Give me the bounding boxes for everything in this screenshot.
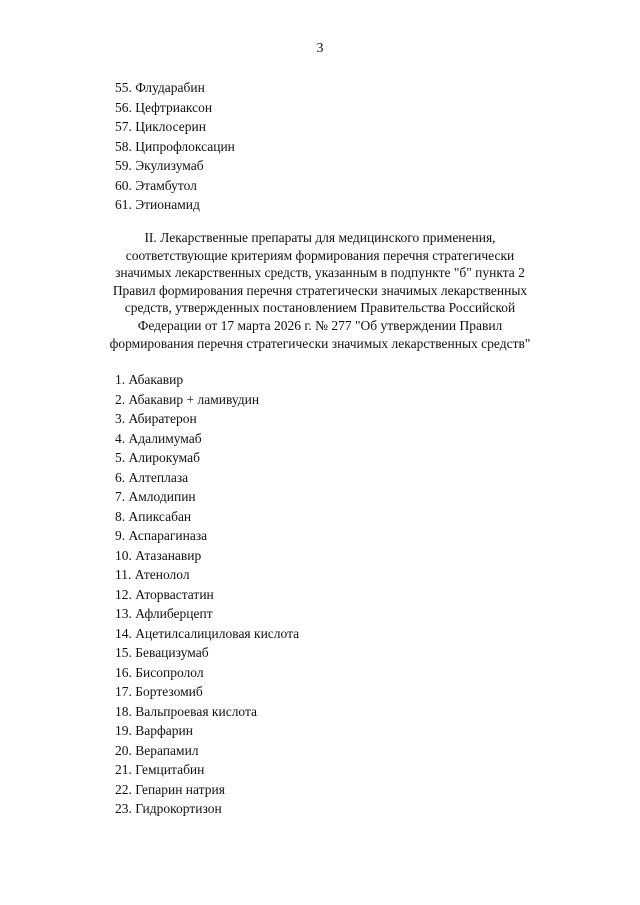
list-item: 17. Бортезомиб: [115, 684, 203, 699]
list-item: 7. Амлодипин: [115, 489, 196, 504]
page-number: 3: [316, 41, 324, 56]
list-item: 60. Этамбутол: [115, 177, 197, 193]
section-heading-line: Федерации от 17 марта 2026 г. № 277 "Об утверждении Правил: [137, 317, 503, 333]
list-item: 3. Абиратерон: [115, 411, 197, 426]
list-item: 1. Абакавир: [115, 372, 184, 387]
list-item: 58. Ципрофлоксацин: [115, 138, 235, 154]
list-item: 20. Верапамил: [115, 742, 199, 758]
list-item: 61. Этионамид: [115, 197, 200, 212]
section-heading-line: соответствующие критериям формирования перечня стратегически: [125, 247, 515, 263]
list-item: 19. Варфарин: [115, 723, 193, 738]
list-item: 23. Гидрокортизон: [115, 801, 222, 816]
section-heading-line: формирования перечня стратегически значимых лекарственных средств": [109, 335, 531, 351]
section-heading-line: Правил формирования перечня стратегически значимых лекарственных: [112, 282, 528, 298]
list-item: 13. Афлиберцепт: [115, 606, 213, 621]
list-item: 9. Аспарагиназа: [115, 528, 208, 543]
list-item: 6. Алтеплаза: [115, 469, 189, 485]
list-item: 2. Абакавир + ламивудин: [115, 391, 260, 407]
list-item: 57. Циклосерин: [115, 119, 206, 134]
list-item: 12. Аторвастатин: [115, 586, 214, 602]
section-heading-line: значимых лекарственных средств, указанным в подпункте "б" пункта 2: [115, 265, 525, 281]
section-heading-line: II. Лекарственные препараты для медицинского применения,: [144, 230, 496, 245]
section-heading: [60, 229, 580, 352]
list-item: 11. Атенолол: [115, 567, 190, 582]
list-item: 18. Вальпроевая кислота: [115, 703, 258, 719]
section-heading-line: средств, утвержденных постановлением Правительства Российской: [124, 300, 516, 316]
list-item: 15. Бевацизумаб: [115, 645, 209, 660]
list-item: 14. Ацетилсалициловая кислота: [115, 625, 300, 641]
list-item: 56. Цефтриаксон: [115, 99, 213, 115]
drug-list-continued: [115, 78, 235, 215]
list-item: 16. Бисопролол: [115, 664, 204, 680]
list-item: 5. Алирокумаб: [115, 450, 200, 465]
list-item: 4. Адалимумаб: [115, 430, 202, 446]
drug-list-section-2: [115, 370, 299, 819]
list-item: 55. Флударабин: [115, 80, 205, 95]
list-item: 10. Атазанавир: [115, 547, 202, 563]
list-item: 22. Гепарин натрия: [115, 781, 225, 797]
list-item: 21. Гемцитабин: [115, 762, 205, 777]
list-item: 8. Апиксабан: [115, 508, 192, 524]
list-item: 59. Экулизумаб: [115, 158, 204, 173]
